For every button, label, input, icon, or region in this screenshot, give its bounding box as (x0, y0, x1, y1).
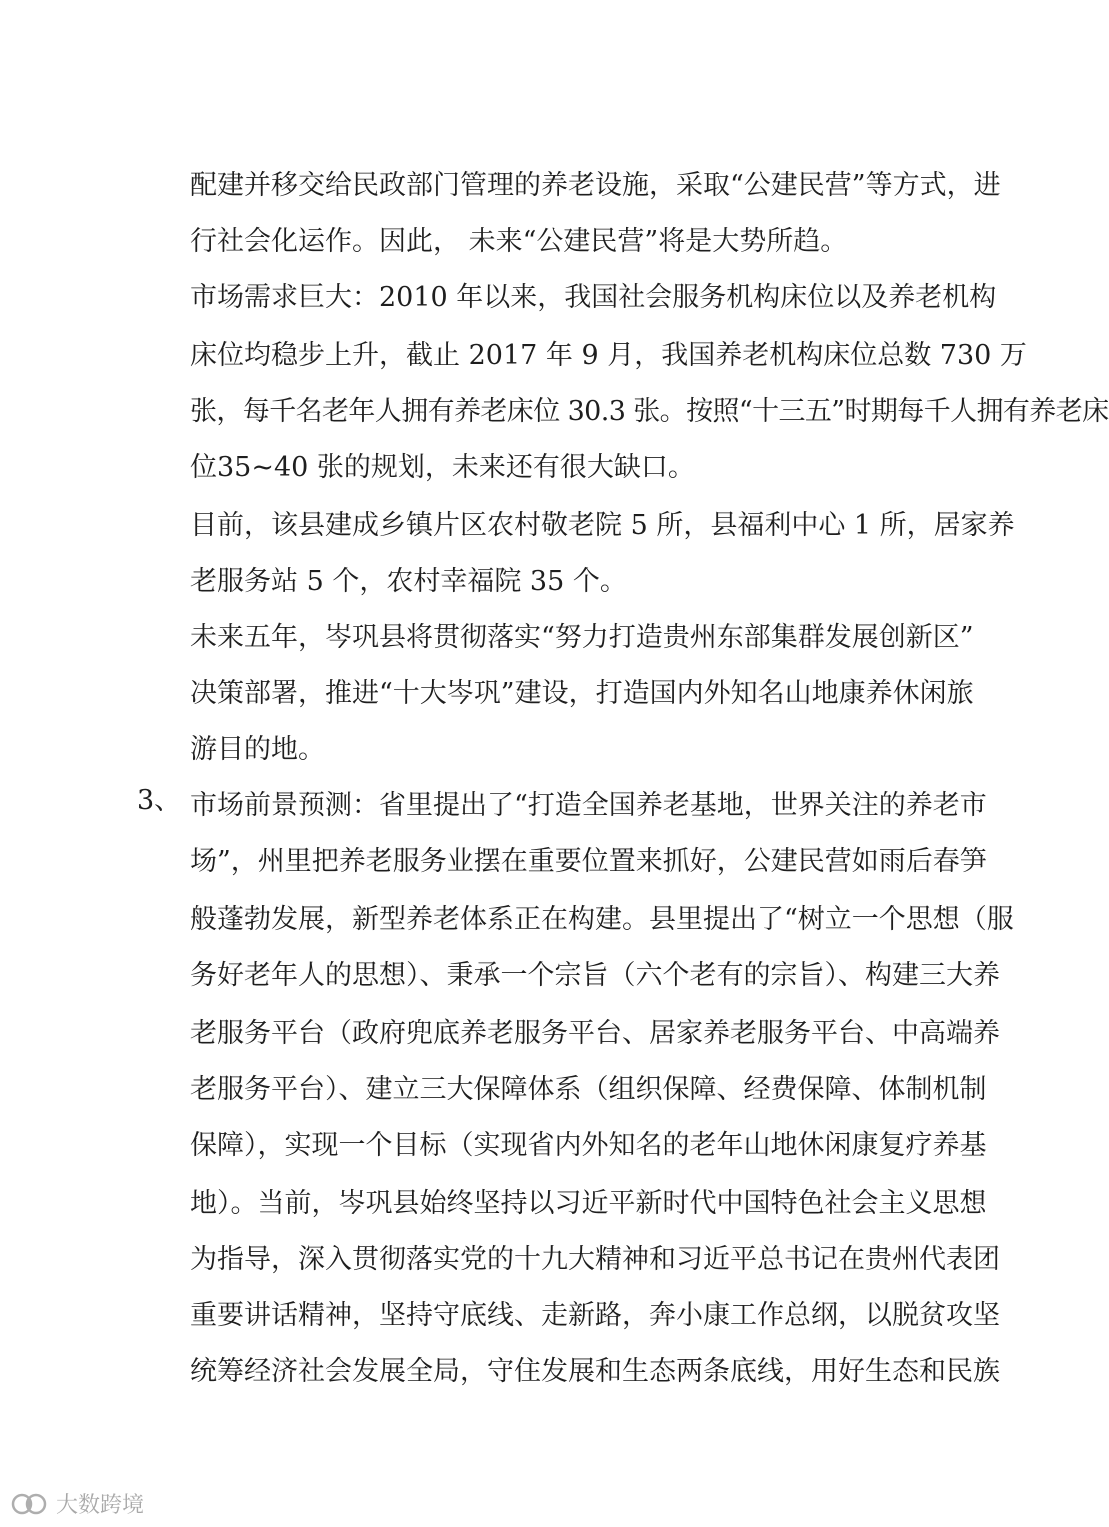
text-line: 行社会化运作。因此， 未来“公建民营”将是大势所趋。 (190, 226, 848, 257)
text-line: 游目的地。 (190, 734, 325, 765)
text-line: 般蓬勃发展，新型养老体系正在构建。县里提出了“树立一个思想（服 (190, 904, 1014, 935)
text-line: 地）。当前，岑巩县始终坚持以习近平新时代中国特色社会主义思想 (190, 1188, 987, 1219)
text-line: 场”，州里把养老服务业摆在重要位置来抓好，公建民营如雨后春笋 (190, 846, 987, 877)
text-line: 目前，该县建成乡镇片区农村敬老院 5 所，县福利中心 1 所，居家养 (190, 510, 1015, 541)
text-line: 位35~40 张的规划，未来还有很大缺口。 (190, 452, 695, 483)
text-line: 老服务平台）、建立三大保障体系（组织保障、经费保障、体制机制 (190, 1074, 987, 1105)
text-line: 市场前景预测：省里提出了“打造全国养老基地，世界关注的养老市 (190, 790, 987, 821)
watermark (10, 1488, 144, 1519)
text-line: 务好老年人的思想）、秉承一个宗旨（六个老有的宗旨）、构建三大养 (190, 960, 1000, 991)
text-line: 未来五年，岑巩县将贯彻落实“努力打造贵州东部集群发展创新区” (190, 622, 974, 653)
text-line: 配建并移交给民政部门管理的养老设施，采取“公建民营”等方式，进 (190, 170, 1001, 201)
text-line: 老服务平台（政府兜底养老服务平台、居家养老服务平台、中高端养 (190, 1018, 1000, 1049)
watermark-text: 大数跨境 (56, 1493, 145, 1518)
text-line: 张，每千名老年人拥有养老床位 30.3 张。按照“十三五”时期每千人拥有养老床 (190, 396, 1109, 427)
text-line: 为指导，深入贯彻落实党的十九大精神和习近平总书记在贵州代表团 (190, 1244, 1000, 1275)
text-line: 统筹经济社会发展全局，守住发展和生态两条底线，用好生态和民族 (190, 1356, 1000, 1387)
list-item-number: 3、 (137, 785, 182, 816)
text-line: 床位均稳步上升，截止 2017 年 9 月，我国养老机构床位总数 730 万 (190, 340, 1027, 371)
text-line: 老服务站 5 个，农村幸福院 35 个。 (190, 566, 627, 597)
text-line: 重要讲话精神，坚持守底线、走新路，奔小康工作总纲，以脱贫攻坚 (190, 1300, 1000, 1331)
text-line: 市场需求巨大：2010 年以来，我国社会服务机构床位以及养老机构 (190, 282, 997, 313)
logo-icon (10, 1491, 50, 1517)
text-line: 决策部署，推进“十大岑巩”建设，打造国内外知名山地康养休闲旅 (190, 678, 974, 709)
text-line: 保障），实现一个目标（实现省内外知名的老年山地休闲康复疗养基 (190, 1130, 987, 1161)
